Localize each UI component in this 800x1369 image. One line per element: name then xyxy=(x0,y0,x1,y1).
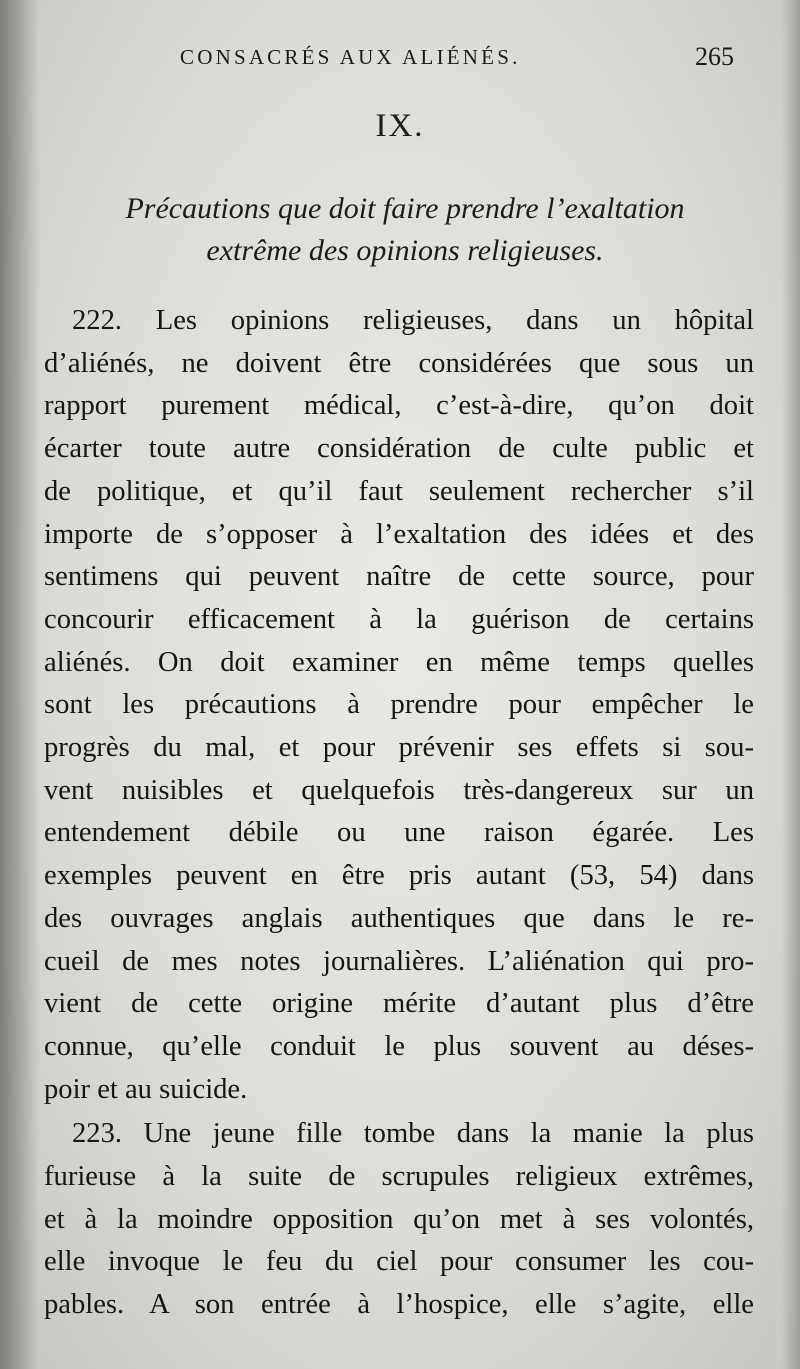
edge-shadow xyxy=(782,0,800,1369)
running-head xyxy=(44,40,734,80)
text-line: vent nuisibles et quelquefois très-dangereux sur un xyxy=(44,774,754,806)
text-line: 222. Les opinions religieuses, dans un hôpital xyxy=(72,305,754,336)
text-line: vient de cette origine mérite d’autant plus d’être xyxy=(44,988,754,1020)
section-title-line: extrême des opinions religieuses. xyxy=(206,234,604,267)
text-line: connue, qu’elle conduit le plus souvent au déses- xyxy=(44,1030,754,1062)
text-line: d’aliénés, ne doivent être considérées que sous un xyxy=(44,347,754,379)
text-line: aliénés. On doit examiner en même temps quelles xyxy=(44,646,754,678)
text-line: furieuse à la suite de scrupules religieux extrêmes, xyxy=(44,1161,754,1193)
text-line: sont les précautions à prendre pour empêcher le xyxy=(44,689,754,721)
body-text xyxy=(44,300,754,1327)
text-line: des ouvrages anglais authentiques que dans le re- xyxy=(44,902,754,934)
text-line: écarter toute autre considération de culte public et xyxy=(44,433,754,465)
text-line: progrès du mal, et pour prévenir ses effets si sou- xyxy=(44,732,754,764)
section-title xyxy=(30,188,780,272)
text-line: entendement débile ou une raison égarée. Les xyxy=(44,817,754,849)
section-number: IX. xyxy=(375,108,425,144)
text-line: exemples peuvent en être pris autant (53, 54) dans xyxy=(44,860,754,892)
section-title-line: Précautions que doit faire prendre l’exaltation xyxy=(125,192,685,225)
text-line: et à la moindre opposition qu’on met à ses volontés, xyxy=(44,1203,754,1235)
text-line: elle invoque le feu du ciel pour consumer les cou- xyxy=(44,1246,754,1278)
text-line: de politique, et qu’il faut seulement rechercher s’il xyxy=(44,475,754,507)
text-line: rapport purement médical, c’est-à-dire, qu’on doit xyxy=(44,390,754,422)
text-line: importe de s’opposer à l’exaltation des idées et des xyxy=(44,518,754,550)
text-line: 223. Une jeune fille tombe dans la manie la plus xyxy=(72,1118,754,1150)
paragraph-223 xyxy=(44,1113,754,1327)
page-number: 265 xyxy=(695,42,734,71)
text-line: pables. A son entrée à l’hospice, elle s’agite, elle xyxy=(44,1289,754,1321)
running-title: CONSACRÉS AUX ALIÉNÉS. xyxy=(180,45,521,69)
text-line: cueil de mes notes journalières. L’aliénation qui pro- xyxy=(44,945,754,977)
paragraph-222 xyxy=(44,300,754,1111)
text-line: sentimens qui peuvent naître de cette source, pour xyxy=(44,561,754,593)
text-line: poir et au suicide. xyxy=(44,1073,248,1105)
text-line: concourir efficacement à la guérison de certains xyxy=(44,603,754,635)
